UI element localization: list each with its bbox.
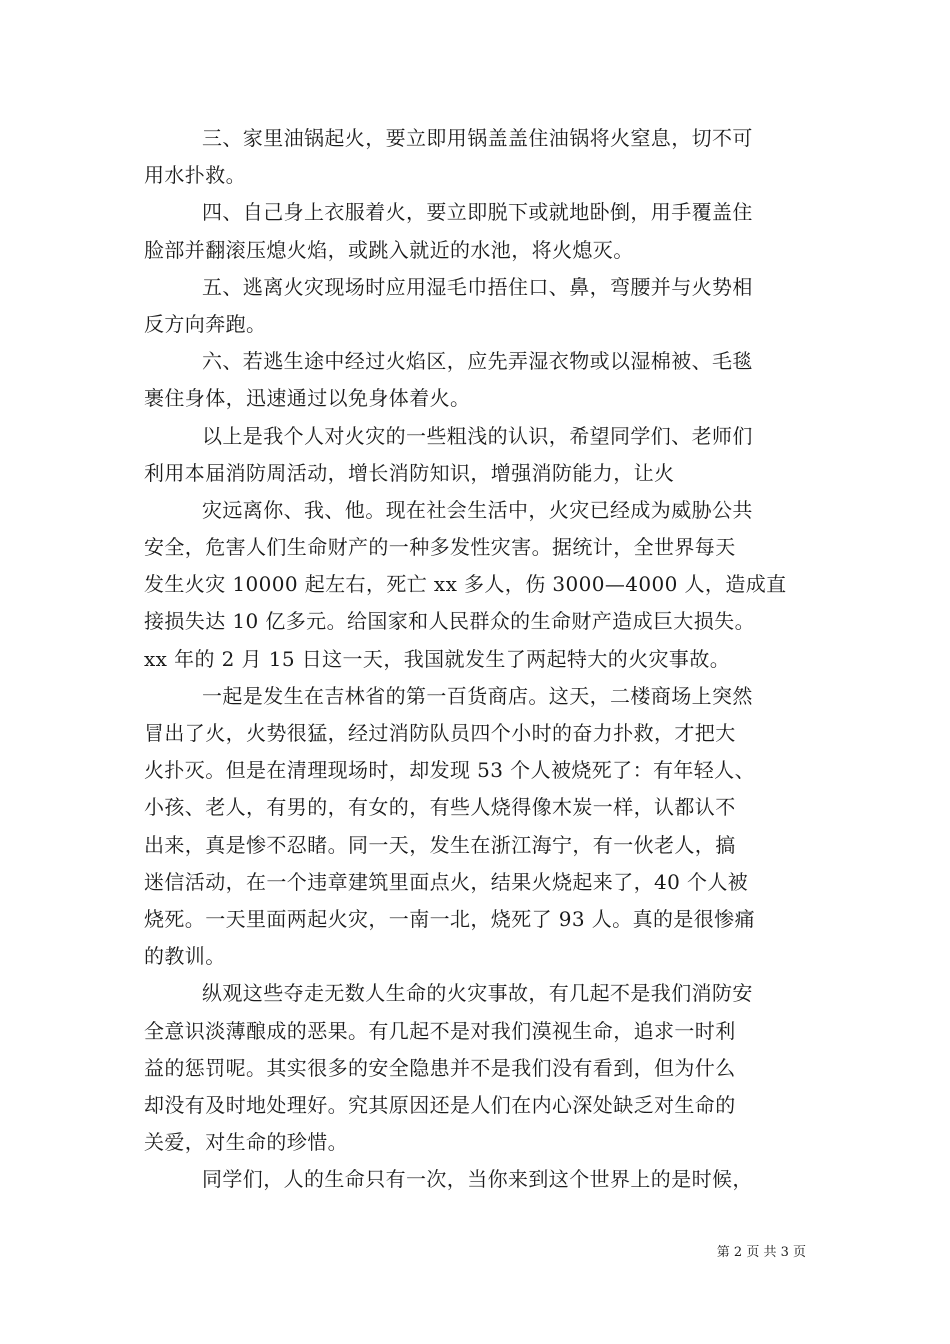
- text-line: 关爱，对生命的珍惜。: [144, 1130, 348, 1155]
- text-line: 迷信活动，在一个违章建筑里面点火，结果火烧起来了，40 个人被: [144, 869, 749, 894]
- text-line: 接损失达 10 亿多元。给国家和人民群众的生命财产造成巨大损失。: [144, 609, 755, 634]
- text-line: 一起是发生在吉林省的第一百货商店。这天，二楼商场上突然: [202, 683, 753, 708]
- text-line: 烧死。一天里面两起火灾，一南一北，烧死了 93 人。真的是很惨痛: [144, 906, 755, 931]
- text-line: 五、逃离火灾现场时应用湿毛巾捂住口、鼻，弯腰并与火势相: [202, 274, 753, 299]
- text-line: 火扑灭。但是在清理现场时，却发现 53 个人被烧死了：有年轻人、: [144, 758, 755, 783]
- text-line: 灾远离你、我、他。现在社会生活中，火灾已经成为威胁公共: [202, 497, 753, 522]
- text-line: 却没有及时地处理好。究其原因还是人们在内心深处缺乏对生命的: [144, 1092, 736, 1117]
- text-line: 以上是我个人对火灾的一些粗浅的认识，希望同学们、老师们: [202, 423, 753, 448]
- page-number: 第 2 页 共 3 页: [716, 1245, 806, 1260]
- text-line: 四、自己身上衣服着火，要立即脱下或就地卧倒，用手覆盖住: [202, 200, 753, 225]
- text-line: 利用本届消防周活动，增长消防知识，增强消防能力，让火: [144, 460, 675, 485]
- text-line: 全意识淡薄酿成的恶果。有几起不是对我们漠视生命，追求一时利: [144, 1018, 736, 1043]
- text-line: 安全，危害人们生命财产的一种多发性灾害。据统计，全世界每天: [144, 535, 736, 560]
- text-line: 发生火灾 10000 起左右，死亡 xx 多人，伤 3000—4000 人，造成直: [144, 572, 787, 597]
- text-line: 用水扑救。: [144, 163, 246, 188]
- text-line: 裹住身体，迅速通过以免身体着火。: [144, 386, 471, 411]
- text-line: 三、家里油锅起火，要立即用锅盖盖住油锅将火窒息，切不可: [202, 126, 753, 150]
- text-line: 纵观这些夺走无数人生命的火灾事故，有几起不是我们消防安: [202, 981, 753, 1006]
- text-line: 脸部并翻滚压熄火焰，或跳入就近的水池，将火熄灭。: [144, 237, 634, 262]
- text-line: 的教训。: [144, 944, 226, 969]
- text-line: 同学们，人的生命只有一次，当你来到这个世界上的是时候，: [202, 1167, 753, 1192]
- text-line: 六、若逃生途中经过火焰区，应先弄湿衣物或以湿棉被、毛毯: [202, 349, 753, 374]
- text-line: 益的惩罚呢。其实很多的安全隐患并不是我们没有看到，但为什么: [144, 1055, 736, 1080]
- text-line: 反方向奔跑。: [144, 311, 267, 336]
- text-line: xx 年的 2 月 15 日这一天，我国就发生了两起特大的火灾事故。: [144, 646, 731, 671]
- text-line: 出来，真是惨不忍睹。同一天，发生在浙江海宁，有一伙老人，搞: [144, 832, 736, 857]
- document-body: [144, 120, 824, 1198]
- text-line: 冒出了火，火势很猛，经过消防队员四个小时的奋力扑救，才把大: [144, 721, 736, 745]
- text-line: 小孩、老人，有男的，有女的，有些人烧得像木炭一样，认都认不: [144, 795, 736, 820]
